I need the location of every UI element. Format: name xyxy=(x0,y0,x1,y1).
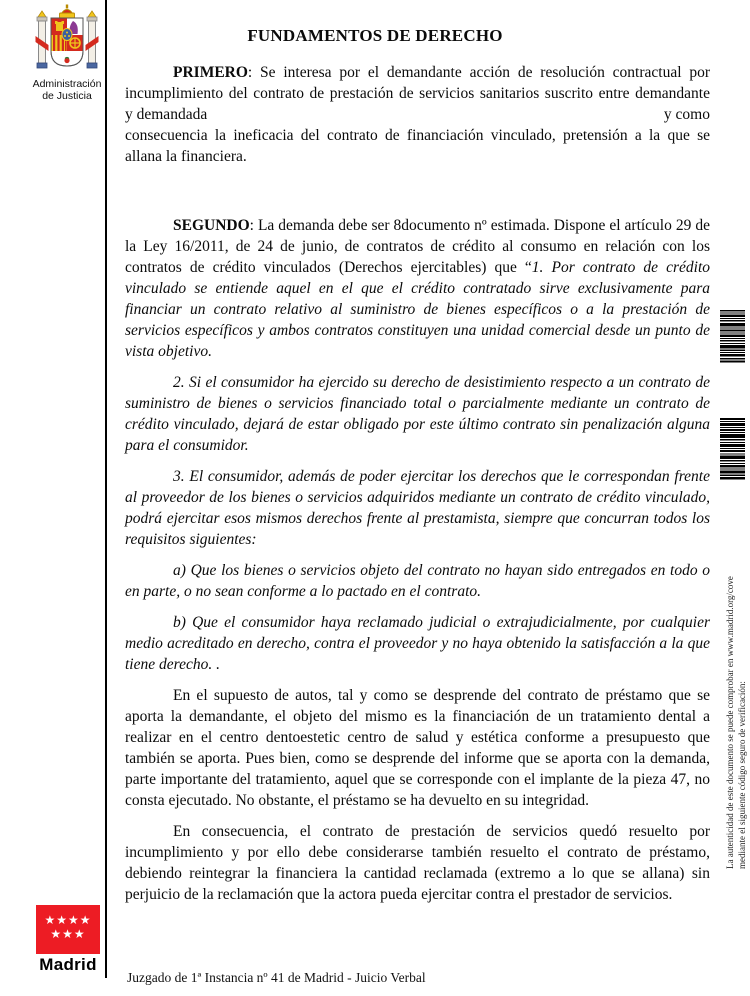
document-body xyxy=(125,62,710,915)
footer-court-label: Juzgado de 1ª Instancia nº 41 de Madrid - Juicio Verbal xyxy=(127,970,426,985)
paragraph-segundo-text: : La demanda debe ser 8documento nº estimada. Dispone el artículo 29 de la Ley 16/2011, de 24 de junio, de contratos de crédito al consumo en relación con los contratos de crédito vinculados (Derechos ejercitables) que “ xyxy=(125,217,710,276)
madrid-stars-row2: ★★★ xyxy=(50,927,86,941)
paragraph-item-3: 3. El consumidor, además de poder ejercitar los derechos que le correspondan frente al proveedor de los bienes o servicios adquiridos mediante un contrato de crédito vinculado, podrá ejercitar esos mismos derechos frente al prestamista, siempre que concurran todos los requisitos siguientes: xyxy=(125,468,710,548)
barcode-icon xyxy=(720,310,745,363)
redacted-line-left-text: y demandada xyxy=(125,106,208,123)
administracion-justicia-line2: de Justicia xyxy=(42,89,92,102)
administracion-justicia-label xyxy=(12,79,122,102)
paragraph-item-2: 2. Si el consumidor ha ejercido su derecho de desistimiento respecto a un contrato de suministro de bienes o servicios financiado total o parcialmente mediante un contrato de crédito vinculado, dejará de estar obligado por este último contrato sin penalización alguna para el consumidor. xyxy=(125,374,710,454)
paragraph-primero-text: : Se interesa por el demandante acción de resolución contractual por incumplimiento del contrato de prestación de servicios sanitarios suscrito entre demandante xyxy=(125,64,710,102)
paragraph-primero-part1 xyxy=(125,62,710,104)
paragraph-segundo xyxy=(125,215,710,362)
left-margin-rule xyxy=(105,0,107,978)
paragraph-consecuencia: En consecuencia, el contrato de prestación de servicios quedó resuelto por incumplimiento y por ello debe considerarse también resuelto el contrato de préstamo, debiendo reintegrar la financiera la cantidad reclamada (extremo a lo que se allana) sin perjuicio de la reclamación que la actora pueda ejercitar contra el prestador de servicios. xyxy=(125,823,710,903)
verification-vertical-text xyxy=(725,489,749,869)
paragraph-primero-lead: PRIMERO xyxy=(173,64,248,81)
verification-line1: La autenticidad de este documento se puede comprobar en www.madrid.org/cove xyxy=(724,576,735,869)
paragraph-letra-a: a) Que los bienes o servicios objeto del contrato no hayan sido entregados en todo o en parte, o no sean conforme a lo pactado en el contrato. xyxy=(125,562,710,600)
paragraph-segundo-lead: SEGUNDO xyxy=(173,217,250,234)
redacted-line-right-text: y como xyxy=(663,106,710,123)
madrid-flag-icon xyxy=(36,905,100,954)
madrid-label: Madrid xyxy=(39,955,97,974)
paragraph-letra-b: b) Que el consumidor haya reclamado judicial o extrajudicialmente, por cualquier medio acreditado en derecho, contra el proveedor y no haya obtenido la satisfacción a la que tiene derecho. . xyxy=(125,614,710,673)
paragraph-supuesto-autos: En el supuesto de autos, tal y como se desprende del contrato de préstamo que se aporta la demandante, el objeto del mismo es la financiación de un tratamiento dental a realizar en el centro dentoestetic centro de salud y estética conforme a presupuesto que también se aporta. Pues bien, como se desprende del informe que se aporta con la demanda, parte importante del tratamiento, aquel que se corresponde con el implante de la pieza 47, no consta ejecutado. No obstante, el préstamo se ha devuelto en su integridad. xyxy=(125,687,710,809)
madrid-stars-row1: ★★★★ xyxy=(44,913,92,927)
verification-line2: mediante el siguiente código seguro de verificación: xyxy=(736,681,746,869)
paragraph-segundo-quote: 1. Por contrato de crédito vinculado se entiende aquel en el que el crédito contratado sirve exclusivamente para financiar un contrato relativo al suministro de bienes específicos o a la prestación de servicios específicos y ambos contratos constituyen una unidad comercial desde un punto de vista objetivo. xyxy=(125,259,711,360)
page-title: FUNDAMENTOS DE DERECHO xyxy=(247,26,503,45)
redacted-name-line xyxy=(125,104,710,125)
barcode-icon xyxy=(720,418,745,480)
administracion-justicia-line1: Administración xyxy=(32,78,102,90)
paragraph-primero-part2: consecuencia la ineficacia del contrato de financiación vinculado, pretensión a la que se allana la financiera. xyxy=(125,127,710,165)
